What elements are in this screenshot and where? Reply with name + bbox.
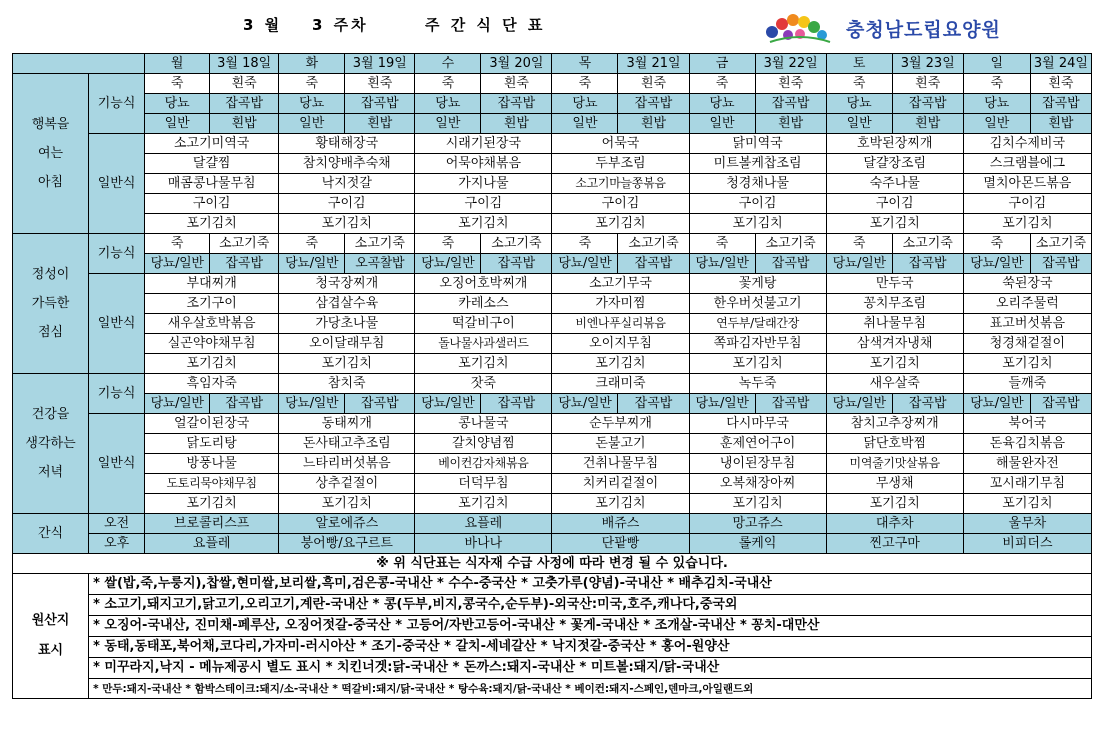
dish-item: 포기김치 bbox=[145, 214, 279, 234]
general-diet-label: 일반식 bbox=[89, 274, 145, 374]
diet-type: 당뇨/일반 bbox=[415, 394, 481, 414]
porridge-item: 들깨죽 bbox=[963, 374, 1091, 394]
diet-type: 일반 bbox=[145, 114, 210, 134]
table-row bbox=[13, 134, 1092, 154]
diet-type: 당뇨/일반 bbox=[826, 394, 892, 414]
dish-item: 쪽파김자반무침 bbox=[689, 334, 826, 354]
dish-item: 떡갈비구이 bbox=[415, 314, 552, 334]
dish-item: 훈제연어구이 bbox=[689, 434, 826, 454]
dish-item: 갈치양념찜 bbox=[415, 434, 552, 454]
month-label: 3 월 bbox=[243, 16, 283, 34]
dish-item: 닭단호박찜 bbox=[826, 434, 963, 454]
rice-type: 잡곡밥 bbox=[1030, 394, 1091, 414]
date-cell: 3월 19일 bbox=[345, 54, 415, 74]
porridge-item: 소고기죽 bbox=[481, 234, 552, 254]
origin-label bbox=[13, 574, 89, 699]
snack-item: 배쥬스 bbox=[552, 514, 689, 534]
table-row bbox=[13, 174, 1092, 194]
porridge-item: 죽 bbox=[279, 234, 345, 254]
diet-type: 일반 bbox=[415, 114, 481, 134]
diet-type: 당뇨/일반 bbox=[826, 254, 892, 274]
dish-item: 황태해장국 bbox=[279, 134, 415, 154]
dish-item: 어묵국 bbox=[552, 134, 689, 154]
porridge-item: 소고기죽 bbox=[892, 234, 963, 254]
table-row bbox=[13, 114, 1092, 134]
dish-item: 동태찌개 bbox=[279, 414, 415, 434]
meal-label-line: 건강을 bbox=[31, 407, 70, 422]
day-of-week: 금 bbox=[689, 54, 755, 74]
dish-item: 포기김치 bbox=[415, 354, 552, 374]
table-row bbox=[13, 94, 1092, 114]
dish-item: 삼색겨자냉채 bbox=[826, 334, 963, 354]
dish-item: 돈불고기 bbox=[552, 434, 689, 454]
dish-item: 포기김치 bbox=[963, 354, 1091, 374]
rice-type: 잡곡밥 bbox=[618, 94, 689, 114]
snack-am-label: 오전 bbox=[89, 514, 145, 534]
dish-item: 치커리겉절이 bbox=[552, 474, 689, 494]
general-diet-label: 일반식 bbox=[89, 414, 145, 514]
rice-type: 흰밥 bbox=[345, 114, 415, 134]
table-row bbox=[13, 54, 1092, 74]
origin-line: * 소고기,돼지고기,닭고기,오리고기,계란-국내산 * 콩(두부,비지,콩국수,순두부)-외국산:미국,호주,캐나다,중국외 bbox=[89, 595, 1092, 616]
meal-label-line: 여는 bbox=[37, 146, 64, 161]
table-row bbox=[13, 354, 1092, 374]
dish-item: 구이김 bbox=[552, 194, 689, 214]
rice-type: 잡곡밥 bbox=[345, 394, 415, 414]
meal-label-line: 행복을 bbox=[31, 117, 70, 132]
diet-type: 일반 bbox=[689, 114, 755, 134]
dish-item: 더덕무침 bbox=[415, 474, 552, 494]
snack-item: 울무차 bbox=[963, 514, 1091, 534]
rice-type: 잡곡밥 bbox=[892, 94, 963, 114]
rice-type: 오곡찰밥 bbox=[345, 254, 415, 274]
diet-type: 당뇨 bbox=[279, 94, 345, 114]
table-row bbox=[13, 554, 1092, 574]
snack-item: 요플레 bbox=[415, 514, 552, 534]
table-row bbox=[13, 394, 1092, 414]
day-of-week: 목 bbox=[552, 54, 618, 74]
meal-label-lunch bbox=[13, 234, 89, 374]
date-cell: 3월 21일 bbox=[618, 54, 689, 74]
dish-item: 두부조림 bbox=[552, 154, 689, 174]
diet-type: 당뇨 bbox=[826, 94, 892, 114]
dish-item: 청경채나물 bbox=[689, 174, 826, 194]
porridge-item: 흰죽 bbox=[1030, 74, 1091, 94]
porridge-item: 죽 bbox=[415, 74, 481, 94]
table-row bbox=[13, 194, 1092, 214]
dish-item: 달걀장조림 bbox=[826, 154, 963, 174]
table-row bbox=[13, 434, 1092, 454]
dish-item: 포기김치 bbox=[279, 214, 415, 234]
page-title: 주 간 식 단 표 bbox=[425, 16, 546, 34]
date-cell: 3월 22일 bbox=[755, 54, 826, 74]
dish-item: 포기김치 bbox=[552, 494, 689, 514]
dish-item: 가지나물 bbox=[415, 174, 552, 194]
porridge-item: 죽 bbox=[145, 234, 210, 254]
origin-label-line: 표시 bbox=[37, 643, 64, 658]
porridge-item: 소고기죽 bbox=[618, 234, 689, 254]
dish-item: 포기김치 bbox=[689, 214, 826, 234]
porridge-item: 녹두죽 bbox=[689, 374, 826, 394]
table-row bbox=[13, 274, 1092, 294]
table-row bbox=[13, 574, 1092, 595]
table-row bbox=[13, 374, 1092, 394]
dish-item: 꽁치무조림 bbox=[826, 294, 963, 314]
rice-type: 흰밥 bbox=[210, 114, 279, 134]
date-cell: 3월 24일 bbox=[1030, 54, 1091, 74]
dish-item: 구이김 bbox=[415, 194, 552, 214]
snack-item: 망고쥬스 bbox=[689, 514, 826, 534]
dish-item: 무생채 bbox=[826, 474, 963, 494]
dish-item: 조기구이 bbox=[145, 294, 279, 314]
dish-item: 청국장찌개 bbox=[279, 274, 415, 294]
origin-line: * 오징어-국내산, 진미채-페루산, 오징어젓갈-중국산 * 고등어/자반고등어-국내산 * 꽃게-국내산 * 조개살-국내산 * 꽁치-대만산 bbox=[89, 616, 1092, 637]
rice-type: 잡곡밥 bbox=[1030, 94, 1091, 114]
day-of-week: 화 bbox=[279, 54, 345, 74]
diet-type: 당뇨/일반 bbox=[552, 254, 618, 274]
dish-item: 미역줄기맛살볶음 bbox=[826, 454, 963, 474]
dish-item: 포기김치 bbox=[826, 354, 963, 374]
diet-type: 당뇨 bbox=[689, 94, 755, 114]
dish-item: 베이컨감자채볶음 bbox=[415, 454, 552, 474]
dish-item: 냉이된장무침 bbox=[689, 454, 826, 474]
dish-item: 꽃게탕 bbox=[689, 274, 826, 294]
dish-item: 포기김치 bbox=[963, 214, 1091, 234]
dish-item: 멸치아몬드볶음 bbox=[963, 174, 1091, 194]
snack-item: 요플레 bbox=[145, 534, 279, 554]
dish-item: 오이달래무침 bbox=[279, 334, 415, 354]
dish-item: 구이김 bbox=[963, 194, 1091, 214]
snack-item: 알로에쥬스 bbox=[279, 514, 415, 534]
table-row bbox=[13, 595, 1092, 616]
functional-diet-label: 기능식 bbox=[89, 74, 145, 134]
functional-diet-label: 기능식 bbox=[89, 374, 145, 414]
snack-item: 붕어빵/요구르트 bbox=[279, 534, 415, 554]
porridge-item: 크래미죽 bbox=[552, 374, 689, 394]
dish-item: 청경채겉절이 bbox=[963, 334, 1091, 354]
snack-item: 롤케익 bbox=[689, 534, 826, 554]
dish-item: 참치고추장찌개 bbox=[826, 414, 963, 434]
dish-item: 취나물무침 bbox=[826, 314, 963, 334]
diet-type: 당뇨/일반 bbox=[145, 394, 210, 414]
dish-item: 콩나물국 bbox=[415, 414, 552, 434]
rice-type: 흰밥 bbox=[892, 114, 963, 134]
origin-line: * 동태,동태포,북어채,코다리,가자미-러시아산 * 조기-중국산 * 갈치-세네갈산 * 낙지젓갈-중국산 * 홍어-원양산 bbox=[89, 637, 1092, 658]
dish-item: 한우버섯불고기 bbox=[689, 294, 826, 314]
diet-type: 당뇨/일반 bbox=[415, 254, 481, 274]
dish-item: 포기김치 bbox=[552, 214, 689, 234]
dish-item: 방풍나물 bbox=[145, 454, 279, 474]
dish-item: 돌나물사과샐러드 bbox=[415, 334, 552, 354]
origin-line: * 쌀(밥,죽,누룽지),찹쌀,현미쌀,보리쌀,흑미,검은콩-국내산 * 수수-중국산 * 고춧가루(양념)-국내산 * 배추김치-국내산 bbox=[89, 574, 1092, 595]
dish-item: 포기김치 bbox=[826, 494, 963, 514]
table-row bbox=[13, 334, 1092, 354]
diet-type: 당뇨 bbox=[145, 94, 210, 114]
dish-item: 소고기무국 bbox=[552, 274, 689, 294]
rice-type: 잡곡밥 bbox=[755, 254, 826, 274]
porridge-item: 소고기죽 bbox=[755, 234, 826, 254]
dish-item: 순두부찌개 bbox=[552, 414, 689, 434]
diet-type: 당뇨/일반 bbox=[279, 394, 345, 414]
meal-label-dinner bbox=[13, 374, 89, 514]
dish-item: 표고버섯볶음 bbox=[963, 314, 1091, 334]
day-of-week: 수 bbox=[415, 54, 481, 74]
date-cell: 3월 20일 bbox=[481, 54, 552, 74]
porridge-item: 흰죽 bbox=[481, 74, 552, 94]
dish-item: 포기김치 bbox=[145, 354, 279, 374]
dish-item: 포기김치 bbox=[689, 494, 826, 514]
diet-type: 일반 bbox=[279, 114, 345, 134]
diet-type: 당뇨/일반 bbox=[279, 254, 345, 274]
rice-type: 잡곡밥 bbox=[210, 254, 279, 274]
dish-item: 포기김치 bbox=[689, 354, 826, 374]
snack-item: 대추차 bbox=[826, 514, 963, 534]
rice-type: 잡곡밥 bbox=[210, 94, 279, 114]
dish-item: 꼬시래기무침 bbox=[963, 474, 1091, 494]
dish-item: 미트볼케찹조림 bbox=[689, 154, 826, 174]
porridge-item: 잣죽 bbox=[415, 374, 552, 394]
dish-item: 소고기마늘쫑볶음 bbox=[552, 174, 689, 194]
table-row bbox=[13, 637, 1092, 658]
dish-item: 매콤콩나물무침 bbox=[145, 174, 279, 194]
diet-type: 당뇨/일반 bbox=[552, 394, 618, 414]
dish-item: 상추겉절이 bbox=[279, 474, 415, 494]
origin-label-line: 원산지 bbox=[31, 613, 70, 628]
dish-item: 스크램블에그 bbox=[963, 154, 1091, 174]
dish-item: 돈육김치볶음 bbox=[963, 434, 1091, 454]
dish-item: 포기김치 bbox=[415, 214, 552, 234]
meal-label-line: 가득한 bbox=[31, 296, 70, 311]
dish-item: 북어국 bbox=[963, 414, 1091, 434]
diet-type: 당뇨 bbox=[552, 94, 618, 114]
porridge-item: 흰죽 bbox=[892, 74, 963, 94]
dish-item: 포기김치 bbox=[145, 494, 279, 514]
functional-diet-label: 기능식 bbox=[89, 234, 145, 274]
dish-item: 새우살호박볶음 bbox=[145, 314, 279, 334]
diet-type: 일반 bbox=[963, 114, 1030, 134]
porridge-item: 흑임자죽 bbox=[145, 374, 279, 394]
snack-item: 찐고구마 bbox=[826, 534, 963, 554]
diet-type: 당뇨/일반 bbox=[689, 394, 755, 414]
rice-type: 흰밥 bbox=[481, 114, 552, 134]
table-row bbox=[13, 254, 1092, 274]
dish-item: 포기김치 bbox=[826, 214, 963, 234]
dish-item: 만두국 bbox=[826, 274, 963, 294]
org-logo bbox=[760, 10, 1001, 46]
dish-item: 구이김 bbox=[689, 194, 826, 214]
porridge-item: 죽 bbox=[826, 74, 892, 94]
corner-cell bbox=[13, 54, 145, 74]
porridge-item: 참치죽 bbox=[279, 374, 415, 394]
rice-type: 잡곡밥 bbox=[755, 94, 826, 114]
dish-item: 부대찌개 bbox=[145, 274, 279, 294]
table-row bbox=[13, 474, 1092, 494]
snack-pm-label: 오후 bbox=[89, 534, 145, 554]
table-row bbox=[13, 294, 1092, 314]
table-row bbox=[13, 494, 1092, 514]
porridge-item: 흰죽 bbox=[755, 74, 826, 94]
dish-item: 해물완자전 bbox=[963, 454, 1091, 474]
diet-type: 당뇨/일반 bbox=[145, 254, 210, 274]
table-row bbox=[13, 514, 1092, 534]
rice-type: 잡곡밥 bbox=[618, 254, 689, 274]
porridge-item: 흰죽 bbox=[618, 74, 689, 94]
table-row bbox=[13, 414, 1092, 434]
dish-item: 가당초나물 bbox=[279, 314, 415, 334]
table-row bbox=[13, 314, 1092, 334]
meal-label-line: 아침 bbox=[37, 175, 64, 190]
dish-item: 돈사태고추조림 bbox=[279, 434, 415, 454]
rice-type: 잡곡밥 bbox=[755, 394, 826, 414]
dish-item: 건취나물무침 bbox=[552, 454, 689, 474]
org-name: 충청남도립요양원 bbox=[846, 18, 1001, 41]
dish-item: 삼겹살수육 bbox=[279, 294, 415, 314]
dish-item: 닭도리탕 bbox=[145, 434, 279, 454]
diet-type: 당뇨 bbox=[415, 94, 481, 114]
meal-label-line: 저녁 bbox=[37, 465, 64, 480]
dish-item: 연두부/달래간장 bbox=[689, 314, 826, 334]
dish-item: 시래기된장국 bbox=[415, 134, 552, 154]
rice-type: 흰밥 bbox=[618, 114, 689, 134]
dish-item: 구이김 bbox=[279, 194, 415, 214]
porridge-item: 새우살죽 bbox=[826, 374, 963, 394]
weekly-menu-table bbox=[12, 53, 1092, 699]
meal-label-line: 정성이 bbox=[31, 267, 70, 282]
rice-type: 잡곡밥 bbox=[892, 254, 963, 274]
page-header bbox=[0, 0, 1107, 52]
rice-type: 잡곡밥 bbox=[481, 254, 552, 274]
rice-type: 잡곡밥 bbox=[481, 394, 552, 414]
meal-label-line: 생각하는 bbox=[25, 436, 76, 451]
table-row bbox=[13, 658, 1092, 679]
porridge-item: 죽 bbox=[689, 74, 755, 94]
dish-item: 낙지젓갈 bbox=[279, 174, 415, 194]
rice-type: 잡곡밥 bbox=[210, 394, 279, 414]
rice-type: 잡곡밥 bbox=[618, 394, 689, 414]
dish-item: 도토리묵야채무침 bbox=[145, 474, 279, 494]
dish-item: 포기김치 bbox=[552, 354, 689, 374]
dish-item: 참치양배추숙채 bbox=[279, 154, 415, 174]
table-row bbox=[13, 454, 1092, 474]
porridge-item: 죽 bbox=[963, 234, 1030, 254]
diet-type: 일반 bbox=[826, 114, 892, 134]
dish-item: 포기김치 bbox=[963, 494, 1091, 514]
porridge-item: 소고기죽 bbox=[345, 234, 415, 254]
rice-type: 흰밥 bbox=[755, 114, 826, 134]
day-of-week: 일 bbox=[963, 54, 1030, 74]
dish-item: 김치수제비국 bbox=[963, 134, 1091, 154]
dish-item: 달걀찜 bbox=[145, 154, 279, 174]
dish-item: 오이지무침 bbox=[552, 334, 689, 354]
dish-item: 포기김치 bbox=[279, 354, 415, 374]
diet-type: 일반 bbox=[552, 114, 618, 134]
date-cell: 3월 18일 bbox=[210, 54, 279, 74]
dish-item: 오징어호박찌개 bbox=[415, 274, 552, 294]
diet-type: 당뇨/일반 bbox=[963, 394, 1030, 414]
snack-item: 비피더스 bbox=[963, 534, 1091, 554]
dish-item: 포기김치 bbox=[279, 494, 415, 514]
dish-item: 구이김 bbox=[145, 194, 279, 214]
diet-type: 당뇨/일반 bbox=[689, 254, 755, 274]
porridge-item: 죽 bbox=[552, 234, 618, 254]
origin-line: * 미꾸라지,낙지 - 메뉴제공시 별도 표시 * 치킨너겟:닭-국내산 * 돈까스:돼지-국내산 * 미트볼:돼지/닭-국내산 bbox=[89, 658, 1092, 679]
rice-type: 잡곡밥 bbox=[481, 94, 552, 114]
table-row bbox=[13, 214, 1092, 234]
dish-item: 실곤약야채무침 bbox=[145, 334, 279, 354]
dish-item: 구이김 bbox=[826, 194, 963, 214]
snack-item: 단팥빵 bbox=[552, 534, 689, 554]
meal-label-breakfast bbox=[13, 74, 89, 234]
dish-item: 호박된장찌개 bbox=[826, 134, 963, 154]
table-row bbox=[13, 74, 1092, 94]
dish-item: 어묵야채볶음 bbox=[415, 154, 552, 174]
week-label: 3 주차 bbox=[312, 16, 369, 34]
flower-logo-icon bbox=[760, 10, 840, 46]
snack-item: 브로콜리스프 bbox=[145, 514, 279, 534]
table-row bbox=[13, 616, 1092, 637]
general-diet-label: 일반식 bbox=[89, 134, 145, 234]
porridge-item: 죽 bbox=[279, 74, 345, 94]
origin-line: * 만두:돼지-국내산 * 함박스테이크:돼지/소-국내산 * 떡갈비:돼지/닭-국내산 * 탕수육:돼지/닭-국내산 * 베이컨:돼지-스페인,덴마크,아일랜드외 bbox=[89, 679, 1092, 699]
table-row bbox=[13, 534, 1092, 554]
porridge-item: 소고기죽 bbox=[1030, 234, 1091, 254]
dish-item: 오리주물럭 bbox=[963, 294, 1091, 314]
porridge-item: 죽 bbox=[826, 234, 892, 254]
meal-label-line: 점심 bbox=[37, 325, 64, 340]
table-row bbox=[13, 679, 1092, 699]
dish-item: 비엔나푸실리볶음 bbox=[552, 314, 689, 334]
porridge-item: 죽 bbox=[552, 74, 618, 94]
dish-item: 숙주나물 bbox=[826, 174, 963, 194]
dish-item: 느타리버섯볶음 bbox=[279, 454, 415, 474]
dish-item: 소고기미역국 bbox=[145, 134, 279, 154]
dish-item: 얼갈이된장국 bbox=[145, 414, 279, 434]
dish-item: 다시마무국 bbox=[689, 414, 826, 434]
day-of-week: 토 bbox=[826, 54, 892, 74]
porridge-item: 죽 bbox=[689, 234, 755, 254]
porridge-item: 죽 bbox=[145, 74, 210, 94]
diet-type: 당뇨 bbox=[963, 94, 1030, 114]
menu-change-notice: ※ 위 식단표는 식자재 수급 사정에 따라 변경 될 수 있습니다. bbox=[13, 554, 1092, 574]
table-row bbox=[13, 234, 1092, 254]
rice-type: 잡곡밥 bbox=[892, 394, 963, 414]
rice-type: 잡곡밥 bbox=[345, 94, 415, 114]
dish-item: 카레소스 bbox=[415, 294, 552, 314]
dish-item: 쑥된장국 bbox=[963, 274, 1091, 294]
diet-type: 당뇨/일반 bbox=[963, 254, 1030, 274]
rice-type: 흰밥 bbox=[1030, 114, 1091, 134]
snack-label: 간식 bbox=[13, 514, 89, 554]
dish-item: 오복채장아찌 bbox=[689, 474, 826, 494]
porridge-item: 흰죽 bbox=[210, 74, 279, 94]
rice-type: 잡곡밥 bbox=[1030, 254, 1091, 274]
dish-item: 포기김치 bbox=[415, 494, 552, 514]
snack-item: 바나나 bbox=[415, 534, 552, 554]
porridge-item: 소고기죽 bbox=[210, 234, 279, 254]
porridge-item: 죽 bbox=[963, 74, 1030, 94]
porridge-item: 흰죽 bbox=[345, 74, 415, 94]
date-cell: 3월 23일 bbox=[892, 54, 963, 74]
porridge-item: 죽 bbox=[415, 234, 481, 254]
dish-item: 가자미찜 bbox=[552, 294, 689, 314]
dish-item: 닭미역국 bbox=[689, 134, 826, 154]
table-row bbox=[13, 154, 1092, 174]
day-of-week: 월 bbox=[145, 54, 210, 74]
